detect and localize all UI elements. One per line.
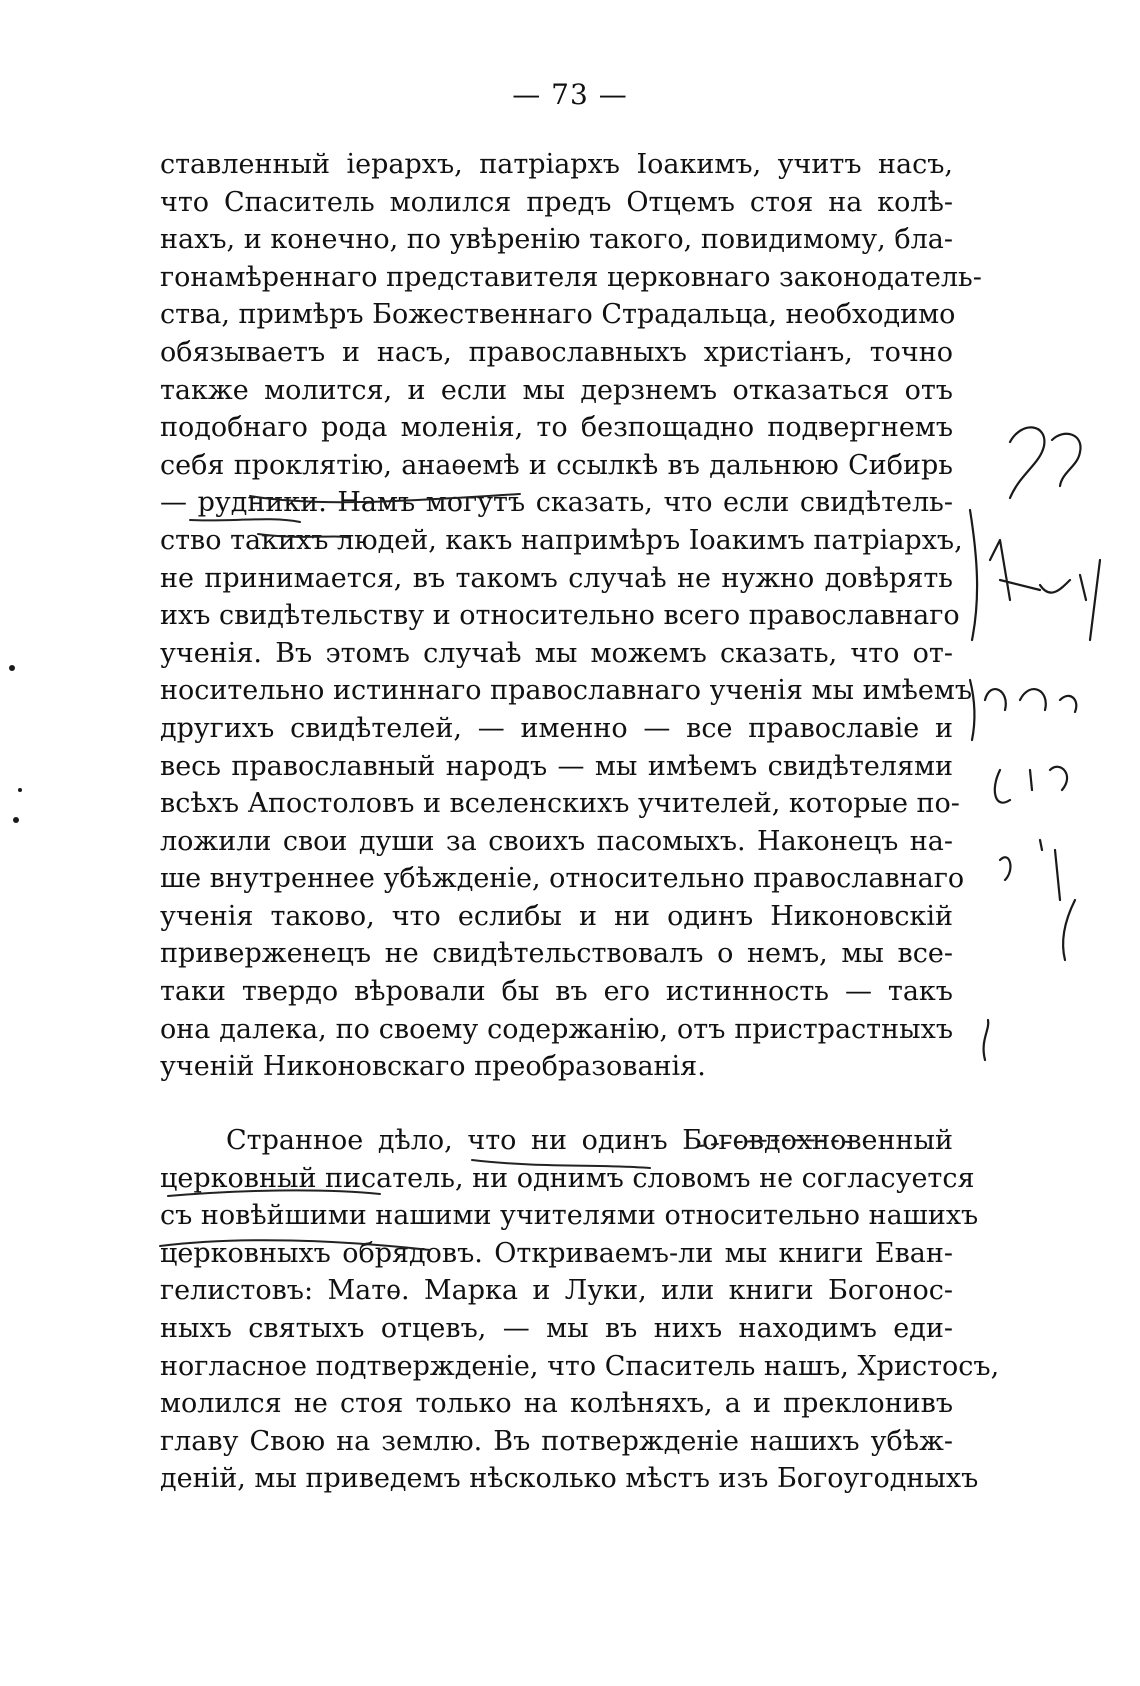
paragraph-2 [160, 1122, 1000, 1498]
text-line: ученія таково, что еслибы и ни одинъ Никоновскій [160, 900, 953, 932]
scribble-mark [995, 767, 1067, 803]
text-line: ше внутреннее убѣжденіе, относительно православнаго [160, 863, 965, 895]
stray-dot [18, 788, 22, 792]
text-line: таки твердо вѣровали бы въ его истинность — такъ [160, 976, 953, 1008]
stray-dot [13, 817, 19, 823]
text-line: ложили свои души за своихъ пасомыхъ. Наконецъ на- [160, 825, 953, 857]
text-line: приверженецъ не свидѣтельствовалъ о немъ, мы все- [160, 938, 953, 970]
text-line: ставленный іерархъ, патріархъ Іоакимъ, учитъ насъ, [160, 149, 953, 180]
text-line: Странное дѣло, что ни одинъ Боговдохновенный [226, 1125, 953, 1156]
scribble-mark [984, 1020, 989, 1060]
scribble-mark [1000, 840, 1060, 900]
text-line: молился не стоя только на колѣняхъ, а и преклонивъ [160, 1388, 953, 1420]
text-line: ногласное подтвержденіе, что Спаситель нашъ, Христосъ, [160, 1350, 1000, 1382]
text-line: съ новѣйшими нашими учителями относительно нашихъ [160, 1200, 979, 1232]
text-line: подобнаго рода моленія, то безпощадно подвергнемъ [160, 412, 953, 444]
text-line: она далека, по своему содержанію, отъ пристрастныхъ [160, 1013, 953, 1045]
scribble-mark [1063, 900, 1075, 960]
text-line: обязываетъ и насъ, православныхъ христіанъ, точно [160, 336, 953, 368]
question-mark-glyph [1052, 434, 1081, 486]
page-number: — 73 — [512, 78, 628, 111]
text-line: нахъ, и конечно, по увѣренію такого, повидимому, бла- [160, 224, 953, 256]
text-line: себя проклятію, анаѳемѣ и ссылкѣ въ дальнюю Сибирь [160, 449, 953, 481]
text-line: ученій Никоновскаго преобразованія. [160, 1051, 706, 1083]
text-line: ныхъ святыхъ отцевъ, — мы въ нихъ находимъ еди- [160, 1312, 953, 1344]
text-line: церковныхъ обрядовъ. Откриваемъ-ли мы книги Еван- [160, 1237, 953, 1269]
text-line: носительно истиннаго православнаго ученія мы имѣемъ [160, 675, 973, 707]
text-line: всѣхъ Апостоловъ и вселенскихъ учителей, которые по- [160, 788, 960, 820]
text-line: деній, мы приведемъ нѣсколько мѣстъ изъ Богоугодныхъ [160, 1463, 979, 1495]
text-line: гонамѣреннаго представителя церковнаго законодатель- [160, 261, 982, 293]
text-line: — рудники. Намъ могутъ сказать, что если свидѣтель- [160, 487, 953, 519]
margin-bracket [970, 510, 977, 640]
text-line: ученія. Въ этомъ случаѣ мы можемъ сказать, что от- [160, 637, 953, 669]
text-line: не принимается, въ такомъ случаѣ не нужно довѣрять [160, 562, 953, 594]
text-line: главу Свою на землю. Въ потвержденіе нашихъ убѣж- [160, 1425, 953, 1457]
text-line: ство такихъ людей, какъ напримѣръ Іоакимъ патріархъ, [160, 524, 963, 556]
text-line: ихъ свидѣтельству и относительно всего православнаго [160, 600, 960, 632]
scribble-mark [990, 540, 1100, 640]
text-line: также молится, и если мы дерзнемъ отказаться отъ [160, 374, 953, 406]
text-line: что Спаситель молился предъ Отцемъ стоя на колѣ- [160, 186, 953, 218]
question-mark-glyph [1010, 427, 1044, 498]
text-line: весь православный народъ — мы имѣемъ свидѣтелями [160, 750, 953, 782]
text-line: ства, примѣръ Божественнаго Страдальца, необходимо [160, 299, 956, 331]
stray-dot [9, 665, 15, 671]
text-line: другихъ свидѣтелей, — именно — все православіе и [160, 712, 953, 744]
scribble-mark [985, 689, 1076, 712]
paragraph-1 [160, 146, 982, 1086]
text-line: церковный писатель, ни однимъ словомъ не согласуется [160, 1162, 975, 1194]
text-line: гелистовъ: Матѳ. Марка и Луки, или книги Богонос- [160, 1275, 953, 1307]
